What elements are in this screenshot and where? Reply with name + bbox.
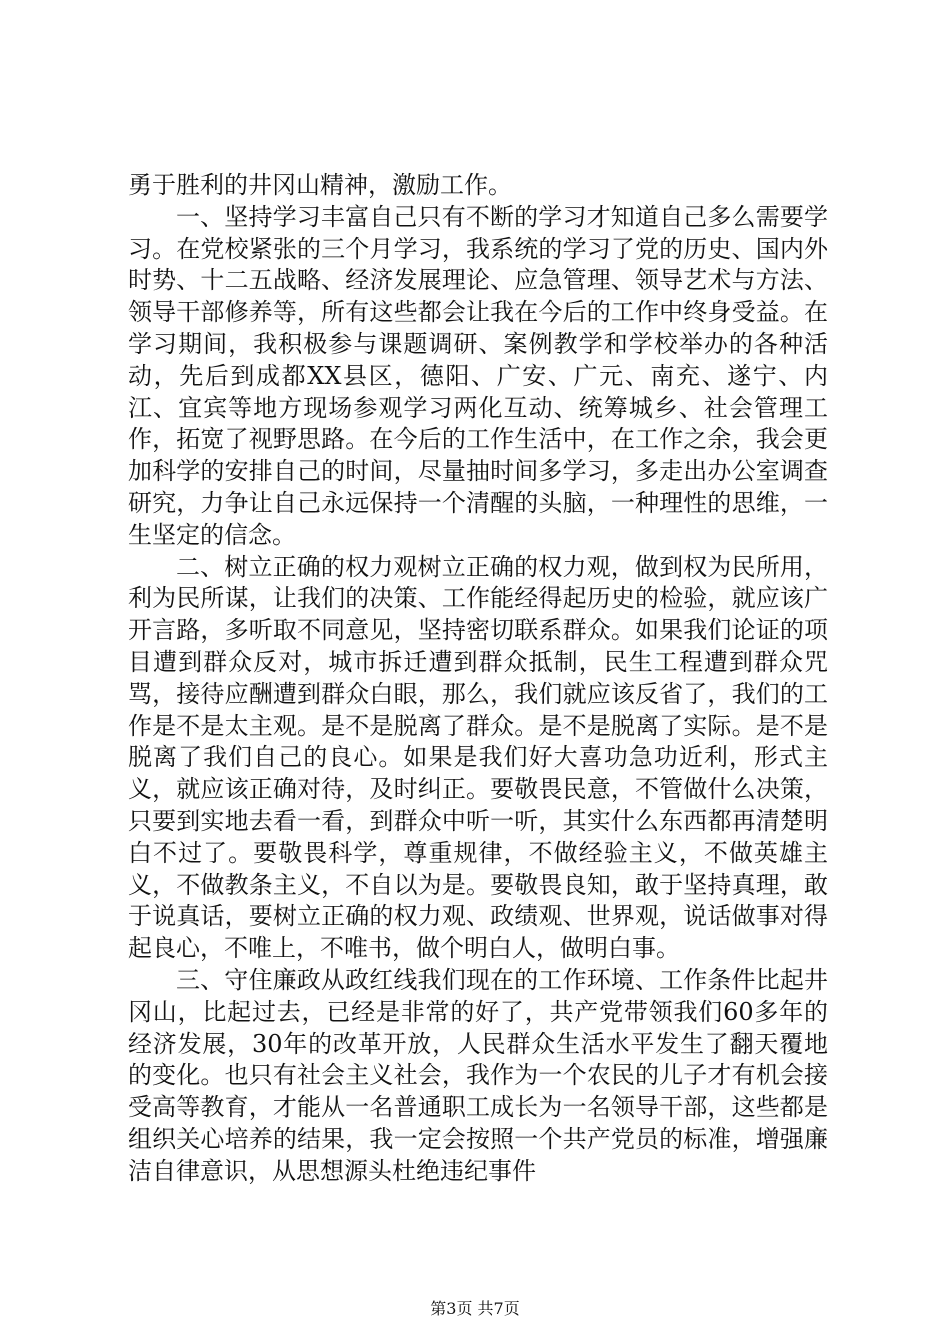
paragraph-continuation: 勇于胜利的井冈山精神，激励工作。 [128,171,512,199]
document-body [128,170,828,1188]
paragraph-integrity: 三、守住廉政从政红线我们现在的工作环境、工作条件比起井冈山，比起过去，已经是非常的好了，共产党带领我们60多年的经济发展，30年的改革开放，人民群众生活水平发生了翻天覆地的变化。也只有社会主义社会，我作为一个农民的儿子才有机会接受高等教育，才能从一名普通职工成长为一名领导干部，这些都是组织关心培养的结果，我一定会按照一个共产党员的标准，增强廉洁自律意识，从思想源头杜绝违纪事件 [128,965,828,1185]
paragraph-study: 一、坚持学习丰富自己只有不断的学习才知道自己多么需要学习。在党校紧张的三个月学习，我系统的学习了党的历史、国内外时势、十二五战略、经济发展理论、应急管理、领导艺术与方法、领导干部修养等，所有这些都会让我在今后的工作中终身受益。在学习期间，我积极参与课题调研、案例教学和学校举办的各种活动，先后到成都XX县区，德阳、广安、广元、南充、遂宁、内江、宜宾等地方现场参观学习两化互动、统筹城乡、社会管理工作，拓宽了视野思路。在今后的工作生活中，在工作之余，我会更加科学的安排自己的时间，尽量抽时间多学习，多走出办公室调查研究，力争让自己永远保持一个清醒的头脑，一种理性的思维，一生坚定的信念。 [128,202,828,549]
paragraph-power-view: 二、树立正确的权力观树立正确的权力观，做到权为民所用，利为民所谋，让我们的决策、工作能经得起历史的检验，就应该广开言路，多听取不同意见，坚持密切联系群众。如果我们论证的项目遭到群众反对，城市拆迁遭到群众抵制，民生工程遭到群众咒骂，接待应酬遭到群众白眼，那么，我们就应该反省了，我们的工作是不是太主观。是不是脱离了群众。是不是脱离了实际。是不是脱离了我们自己的良心。如果是我们好大喜功急功近利，形式主义，就应该正确对待，及时纠正。要敬畏民意，不管做什么决策，只要到实地去看一看，到群众中听一听，其实什么东西都再清楚明白不过了。要敬畏科学，尊重规律，不做经验主义，不做英雄主义，不做教条主义，不自以为是。要敬畏良知，敢于坚持真理，敢于说真话，要树立正确的权力观、政绩观、世界观，说话做事对得起良心，不唯上，不唯书，做个明白人，做明白事。 [128,552,828,963]
page-number-footer: 第3页 共7页 [430,1299,520,1318]
